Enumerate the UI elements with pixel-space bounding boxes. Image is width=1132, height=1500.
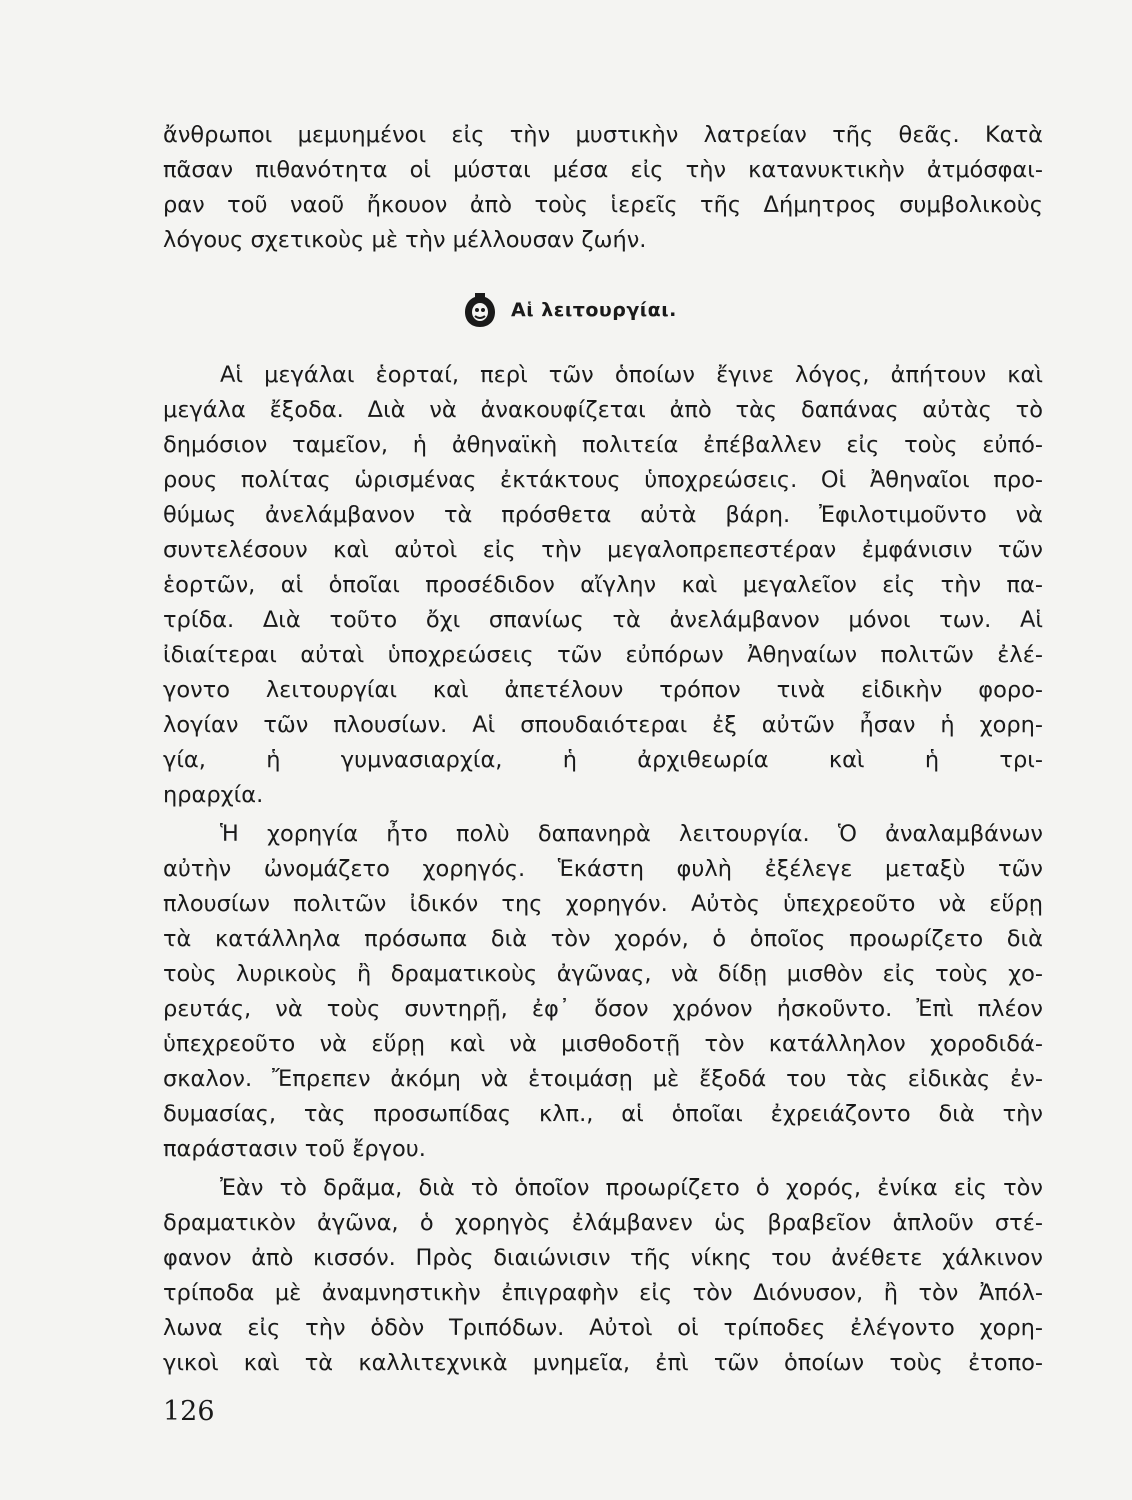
text-line: σκαλον. Ἔπρεπεν ἀκόμη νὰ ἑτοιμάσῃ μὲ ἔξοδά του τὰς εἰδικὰς ἐν- — [163, 1066, 1043, 1092]
text-line: Ἡ χορηγία ἦτο πολὺ δαπανηρὰ λειτουργία. Ὁ ἀναλαμβάνων — [220, 821, 1043, 847]
amphora-icon — [463, 290, 497, 330]
text-line: λογίαν τῶν πλουσίων. Αἱ σπουδαιότεραι ἐξ αὐτῶν ἦσαν ἡ χορη- — [163, 712, 1043, 738]
text-line: τρίποδα μὲ ἀναμνηστικὴν ἐπιγραφὴν εἰς τὸν Διόνυσον, ἢ τὸν Ἀπόλ- — [163, 1280, 1043, 1306]
text-line: δραματικὸν ἀγῶνα, ὁ χορηγὸς ἐλάμβανεν ὡς βραβεῖον ἁπλοῦν στέ- — [163, 1210, 1043, 1236]
text-line: αὐτὴν ὠνομάζετο χορηγός. Ἑκάστη φυλὴ ἐξέλεγε μεταξὺ τῶν — [163, 856, 1043, 882]
text-line: ὑπεχρεοῦτο νὰ εὕρῃ καὶ νὰ μισθοδοτῇ τὸν κατάλληλον χοροδιδά- — [163, 1031, 1043, 1057]
text-line: ραν τοῦ ναοῦ ἤκουον ἀπὸ τοὺς ἱερεῖς τῆς Δήμητρος συμβολικοὺς — [163, 192, 1043, 218]
text-line: πᾶσαν πιθανότητα οἱ μύσται μέσα εἰς τὴν κατανυκτικὴν ἀτμόσφαι- — [163, 157, 1043, 183]
page-number: 126 — [163, 1396, 215, 1427]
text-line: μεγάλα ἔξοδα. Διὰ νὰ ἀνακουφίζεται ἀπὸ τὰς δαπάνας αὐτὰς τὸ — [163, 397, 1043, 423]
text-line: θύμως ἀνελάμβανον τὰ πρόσθετα αὐτὰ βάρη. Ἐφιλοτιμοῦντο νὰ — [163, 502, 1043, 528]
section-heading — [463, 290, 677, 330]
text-line: παράστασιν τοῦ ἔργου. — [163, 1136, 426, 1162]
text-line: πλουσίων πολιτῶν ἰδικόν της χορηγόν. Αὐτὸς ὑπεχρεοῦτο νὰ εὕρῃ — [163, 891, 1043, 917]
text-line: γικοὶ καὶ τὰ καλλιτεχνικὰ μνημεῖα, ἐπὶ τῶν ὁποίων τοὺς ἐτοπο- — [163, 1350, 1043, 1376]
text-line: Αἱ μεγάλαι ἑορταί, περὶ τῶν ὁποίων ἔγινε λόγος, ἀπήτουν καὶ — [220, 362, 1043, 388]
paragraph-choregia — [163, 817, 1043, 1167]
text-line: ἰδιαίτεραι αὐταὶ ὑποχρεώσεις τῶν εὐπόρων Ἀθηναίων πολιτῶν ἐλέ- — [163, 642, 1043, 668]
text-line: λωνα εἰς τὴν ὁδὸν Τριπόδων. Αὐτοὶ οἱ τρίποδες ἐλέγοντο χορη- — [163, 1315, 1043, 1341]
intro-paragraph — [163, 118, 1043, 258]
text-line: ρευτάς, νὰ τοὺς συντηρῇ, ἐφ᾿ ὅσον χρόνον ἠσκοῦντο. Ἐπὶ πλέον — [163, 996, 1043, 1022]
text-line: Ἐὰν τὸ δρᾶμα, διὰ τὸ ὁποῖον προωρίζετο ὁ χορός, ἐνίκα εἰς τὸν — [220, 1175, 1043, 1201]
text-line: φανον ἀπὸ κισσόν. Πρὸς διαιώνισιν τῆς νίκης του ἀνέθετε χάλκινον — [163, 1245, 1043, 1271]
paragraph-liturgies — [163, 358, 1043, 813]
text-line: λόγους σχετικοὺς μὲ τὴν μέλλουσαν ζωήν. — [163, 227, 647, 253]
body-text — [163, 358, 1043, 1381]
text-line: τοὺς λυρικοὺς ἢ δραματικοὺς ἀγῶνας, νὰ δίδῃ μισθὸν εἰς τοὺς χο- — [163, 961, 1043, 987]
text-line: γοντο λειτουργίαι καὶ ἀπετέλουν τρόπον τινὰ εἰδικὴν φορο- — [163, 677, 1043, 703]
text-line: ἑορτῶν, αἱ ὁποῖαι προσέδιδον αἴγλην καὶ μεγαλεῖον εἰς τὴν πα- — [163, 572, 1043, 598]
text-line: ἄνθρωποι μεμυημένοι εἰς τὴν μυστικὴν λατρείαν τῆς θεᾶς. Κατὰ — [163, 122, 1043, 148]
text-line: συντελέσουν καὶ αὐτοὶ εἰς τὴν μεγαλοπρεπεστέραν ἐμφάνισιν τῶν — [163, 537, 1043, 563]
text-line: δημόσιον ταμεῖον, ἡ ἀθηναϊκὴ πολιτεία ἐπέβαλλεν εἰς τοὺς εὐπό- — [163, 432, 1043, 458]
text-line: τρίδα. Διὰ τοῦτο ὄχι σπανίως τὰ ἀνελάμβανον μόνοι των. Αἱ — [163, 607, 1043, 633]
paragraph-tripods — [163, 1171, 1043, 1381]
text-line: δυμασίας, τὰς προσωπίδας κλπ., αἱ ὁποῖαι ἐχρειάζοντο διὰ τὴν — [163, 1101, 1043, 1127]
text-line: ρους πολίτας ὡρισμένας ἐκτάκτους ὑποχρεώσεις. Οἱ Ἀθηναῖοι προ- — [163, 467, 1043, 493]
section-title: Αἱ λειτουργίαι. — [511, 299, 677, 321]
text-line: γία, ἡ γυμνασιαρχία, ἡ ἀρχιθεωρία καὶ ἡ τρι- — [163, 747, 1043, 773]
text-line: ηραρχία. — [163, 782, 264, 808]
text-line: τὰ κατάλληλα πρόσωπα διὰ τὸν χορόν, ὁ ὁποῖος προωρίζετο διὰ — [163, 926, 1043, 952]
